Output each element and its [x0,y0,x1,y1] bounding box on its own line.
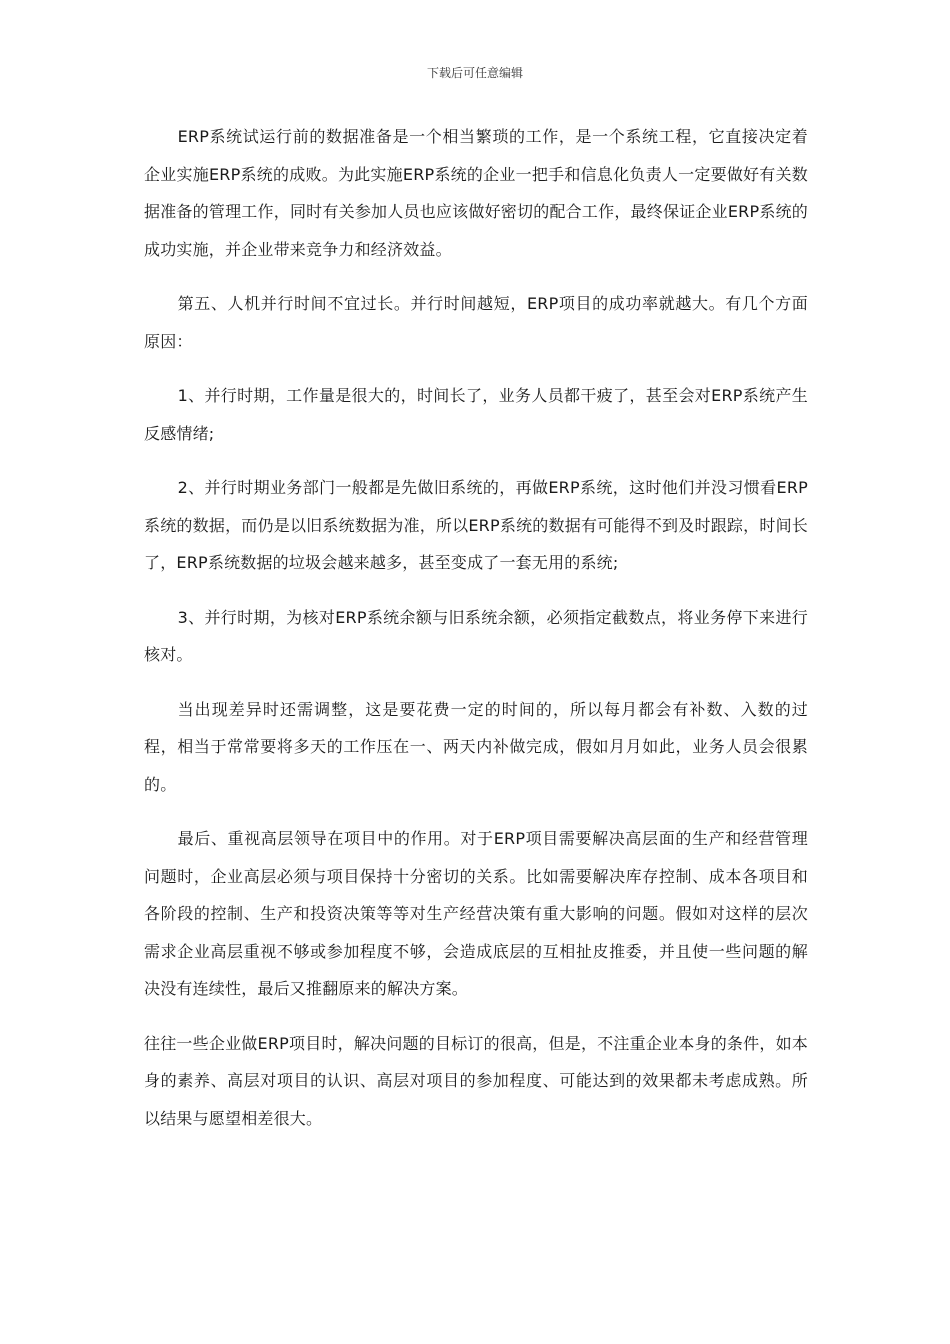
paragraph-conclusion: 往往一些企业做ERP项目时，解决问题的目标订的很高，但是，不注重企业本身的条件，如本身的素养、高层对项目的认识、高层对项目的参加程度、可能达到的效果都未考虑成熟。所以结果与愿望相差很大。 [144,1033,808,1128]
page-header: 下载后可任意编辑 [426,66,523,80]
paragraph-leadership: 最后、重视高层领导在项目中的作用。对于ERP项目需要解决高层面的生产和经营管理问题时，企业高层必须与项目保持十分密切的关系。比如需要解决库存控制、成本各项目和各阶段的控制、生产和投资决策等等对生产经营决策有重大影响的问题。假如对这样的层次需求企业高层重视不够或参加程度不够，会造成底层的互相扯皮推委，并且使一些问题的解决没有连续性，最后又推翻原来的解决方案。 [144,829,808,998]
paragraph-parallel-run: 第五、人机并行时间不宜过长。并行时间越短，ERP项目的成功率就越大。有几个方面原因： [144,294,808,351]
document-body [144,118,808,1137]
paragraph-adjustment: 当出现差异时还需调整，这是要花费一定的时间的，所以每月都会有补数、入数的过程，相当于常常要将多天的工作压在一、两天内补做完成，假如月月如此，业务人员会很累的。 [144,699,808,794]
paragraph-data-preparation: ERP系统试运行前的数据准备是一个相当繁琐的工作，是一个系统工程，它直接决定着企业实施ERP系统的成败。为此实施ERP系统的企业一把手和信息化负责人一定要做好有关数据准备的管理工作，同时有关参加人员也应该做好密切的配合工作，最终保证企业ERP系统的成功实施，并企业带来竞争力和经济效益。 [144,127,808,259]
paragraph-reason-3: 3、并行时期，为核对ERP系统余额与旧系统余额，必须指定截数点，将业务停下来进行核对。 [144,607,808,664]
paragraph-reason-2: 2、并行时期业务部门一般都是先做旧系统的，再做ERP系统，这时他们并没习惯看ERP系统的数据，而仍是以旧系统数据为准，所以ERP系统的数据有可能得不到及时跟踪，时间长了，ERP系统数据的垃圾会越来越多，甚至变成了一套无用的系统; [144,478,808,572]
paragraph-reason-1: 1、并行时期，工作量是很大的，时间长了，业务人员都干疲了，甚至会对ERP系统产生反感情绪; [144,386,808,443]
